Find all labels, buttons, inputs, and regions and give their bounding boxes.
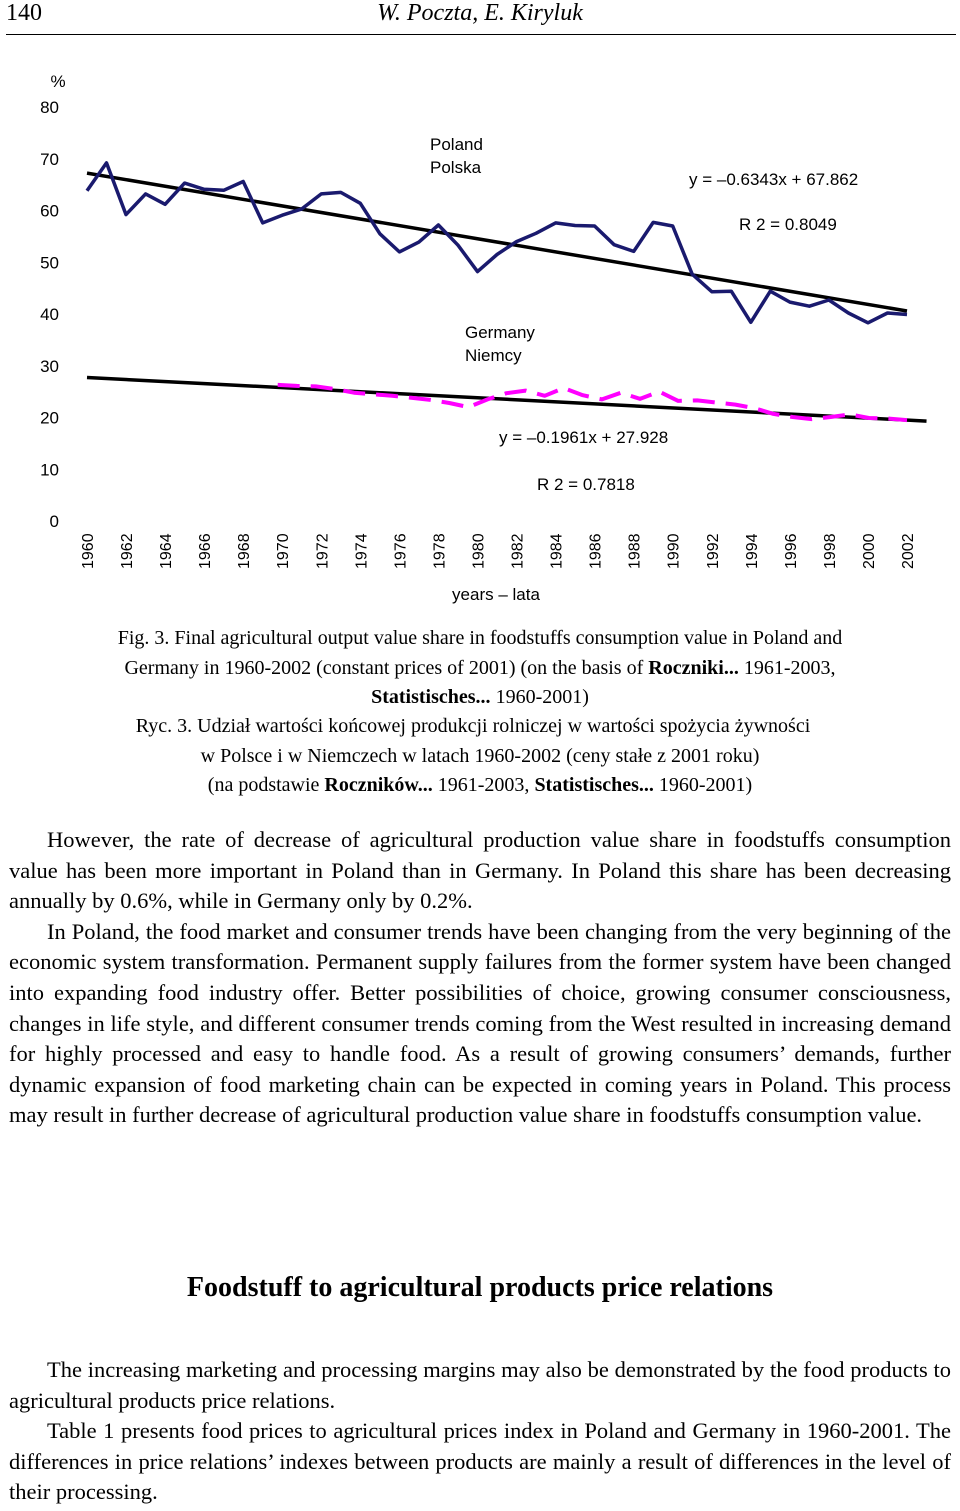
- body-text-upper: [9, 825, 951, 1131]
- trend-r2: R 2 = 0.8049: [739, 215, 837, 234]
- x-tick-label: 1964: [158, 533, 176, 569]
- trend-lines: [87, 173, 927, 421]
- paragraph: However, the rate of decrease of agricultural production value share in foodstuffs consumption value has been more important in Poland than in Germany. In Poland this share has been decreasing annually by 0.6%, while in Germany only by 0.2%.: [9, 827, 951, 914]
- x-tick-label: 1960: [80, 533, 97, 569]
- x-tick-label: 1972: [314, 533, 332, 569]
- y-axis-unit: %: [50, 72, 66, 91]
- x-tick-label: 1986: [587, 533, 605, 569]
- x-tick-label: 1990: [665, 533, 683, 569]
- x-tick-label: 1984: [548, 533, 566, 569]
- caption-line: Germany in 1960-2002 (constant prices of 2001) (on the basis of Roczniki... 1961-2003,: [124, 656, 836, 679]
- x-tick-label: 1970: [275, 533, 293, 569]
- series-label-pl: Polska: [430, 158, 482, 177]
- body-text-lower: [9, 1355, 951, 1508]
- paragraph: Table 1 presents food prices to agricultural prices index in Poland and Germany in 1960-2001. The differences in price relations’ indexes between products are mainly a result of differences in the level of their processing.: [9, 1418, 951, 1505]
- x-tick-label: 1962: [119, 533, 137, 569]
- trend-equation: y = –0.1961x + 27.928: [499, 428, 669, 447]
- y-tick-label: 0: [49, 512, 59, 531]
- series-labels: [430, 135, 858, 494]
- page-header: [0, 0, 960, 36]
- trend-line: [87, 173, 907, 311]
- x-tick-label: 1966: [197, 533, 215, 569]
- y-tick-label: 20: [40, 408, 59, 428]
- x-tick-label: 1998: [821, 533, 839, 569]
- caption-line: w Polsce i w Niemczech w latach 1960-2002 (ceny stałe z 2001 roku): [200, 744, 760, 767]
- x-tick-label: 2000: [860, 533, 878, 569]
- x-tick-label: 1974: [353, 533, 371, 569]
- x-tick-label: 2002: [900, 533, 917, 569]
- trend-r2: R 2 = 0.7818: [537, 475, 635, 494]
- y-axis-ticks: [40, 98, 59, 531]
- section-heading: Foodstuff to agricultural products price relations: [186, 1272, 774, 1303]
- x-axis-label: years – lata: [452, 585, 540, 604]
- figure-caption-pl: [0, 712, 960, 801]
- x-tick-label: 1992: [704, 533, 722, 569]
- figure-caption-en: [0, 624, 960, 713]
- running-head: W. Poczta, E. Kiryluk: [377, 0, 583, 26]
- caption-line: Ryc. 3. Udział wartości końcowej produkcji rolniczej w wartości spożycia żywności: [135, 715, 811, 737]
- x-tick-label: 1996: [782, 533, 800, 569]
- x-tick-label: 1978: [431, 533, 449, 569]
- x-tick-label: 1980: [470, 533, 488, 569]
- x-tick-label: 1994: [743, 533, 761, 569]
- trend-line: [87, 377, 927, 421]
- y-tick-label: 30: [40, 356, 59, 376]
- caption-line: Fig. 3. Final agricultural output value share in foodstuffs consumption value in Poland and: [117, 627, 843, 649]
- y-tick-label: 80: [40, 98, 59, 117]
- x-tick-label: 1976: [392, 533, 410, 569]
- y-tick-label: 60: [40, 201, 59, 221]
- y-tick-label: 10: [40, 460, 59, 480]
- x-axis-ticks: [80, 533, 917, 569]
- header-rule: [6, 34, 956, 35]
- x-tick-label: 1988: [626, 533, 644, 569]
- y-tick-label: 50: [40, 253, 59, 273]
- series-label-pl: Niemcy: [465, 346, 522, 365]
- caption-line: (na podstawie Roczników... 1961-2003, Statistisches... 1960-2001): [207, 774, 753, 796]
- series-label-en: Poland: [430, 135, 483, 154]
- paragraph: In Poland, the food market and consumer trends have been changing from the very beginning of the economic system transformation. Permanent supply failures from the former system have been changed into expanding food industry offer. Better possibilities of choice, growing consumer consciousness, changes in life style, and different consumer trends coming from the West resulted in increasing demand for highly processed and easy to handle food. As a result of growing consumers’ demands, further dynamic expansion of food marketing chain can be expected in coming years in Poland. This process may result in further decrease of agricultural production value share in foodstuffs consumption value.: [9, 918, 951, 1128]
- series-label-en: Germany: [465, 323, 535, 342]
- caption-line: Statistisches... 1960-2001): [371, 686, 589, 708]
- paragraph: The increasing marketing and processing margins may also be demonstrated by the food products to agricultural products price relations.: [9, 1357, 951, 1413]
- x-tick-label: 1982: [509, 533, 527, 569]
- trend-equation: y = –0.6343x + 67.862: [689, 170, 859, 189]
- page-number: 140: [6, 0, 42, 26]
- y-tick-label: 70: [40, 149, 59, 169]
- y-tick-label: 40: [40, 305, 59, 324]
- line-chart: [0, 40, 960, 615]
- x-tick-label: 1968: [236, 533, 254, 569]
